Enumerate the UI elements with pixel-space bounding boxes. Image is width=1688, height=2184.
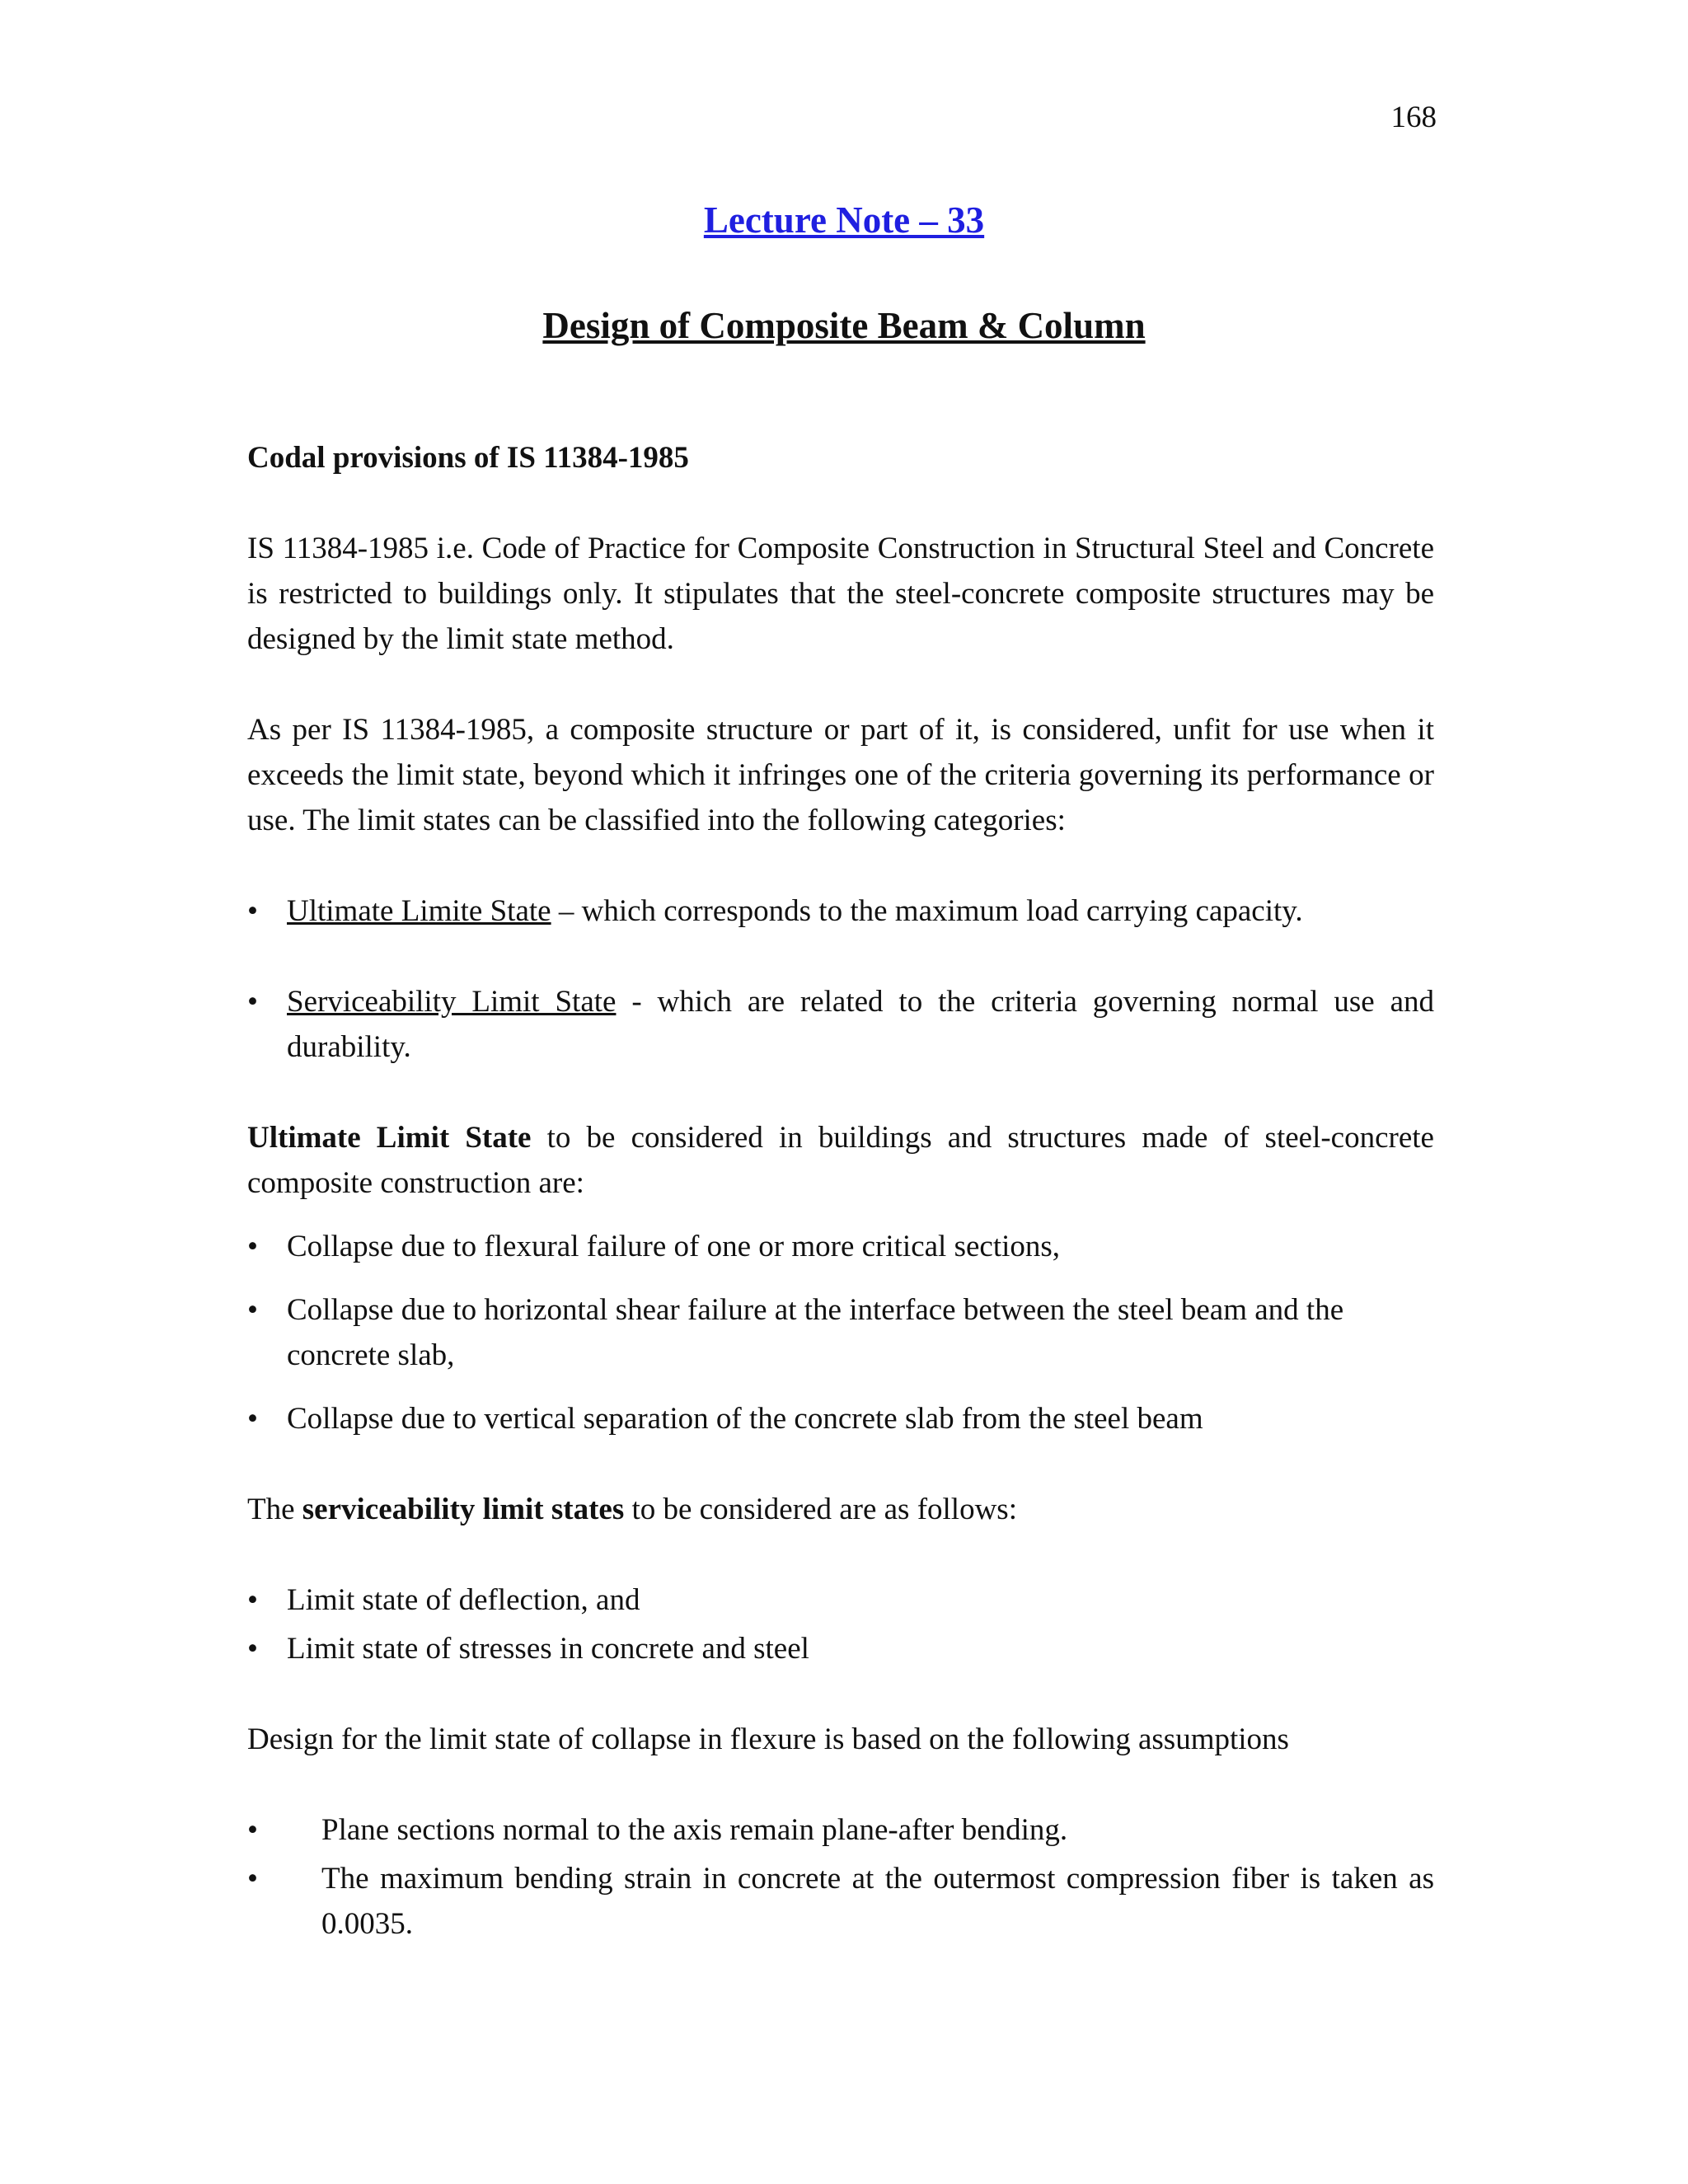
assumptions-list xyxy=(247,1807,1434,1947)
sls-list xyxy=(247,1577,1434,1671)
uls-item-text: Collapse due to vertical separation of the concrete slab from the steel beam xyxy=(287,1402,1203,1436)
lecture-title: Lecture Note – 33 xyxy=(703,199,985,241)
list-item xyxy=(247,1224,1434,1269)
limit-state-categories xyxy=(247,888,1434,1070)
assumption-text: The maximum bending strain in concrete at the outermost compression fiber is taken as 0.0035. xyxy=(321,1862,1434,1941)
uls-list xyxy=(247,1224,1434,1441)
uls-intro-bold: Ultimate Limit State xyxy=(247,1121,532,1155)
uls-intro-rest: to be considered in buildings and structures made of steel-concrete composite construction are: xyxy=(247,1121,1434,1200)
assumption-text: Plane sections normal to the axis remain plane-after bending. xyxy=(321,1813,1068,1847)
body-content xyxy=(247,435,1434,1947)
bullet-icon: • xyxy=(247,985,258,1019)
bullet-icon: • xyxy=(247,1862,258,1896)
page-number: 168 xyxy=(1390,101,1437,134)
sls-item-text: Limit state of deflection, and xyxy=(287,1583,640,1617)
paragraph-code-scope: IS 11384-1985 i.e. Code of Practice for Composite Construction in Structural Steel and Concrete is restricted to buildings only. It stipulates that the steel-concrete composite structures may be designed by the limit state method. xyxy=(247,532,1434,656)
list-item xyxy=(247,1396,1434,1441)
list-item xyxy=(247,1626,1434,1671)
bullet-icon: • xyxy=(247,1813,258,1847)
paragraph-limit-state: As per IS 11384-1985, a composite structure or part of it, is considered, unfit for use when it exceeds the limit state, beyond which it infringes one of the criteria governing its performance or use. The limit states can be classified into the following categories: xyxy=(247,713,1434,837)
category-term: Serviceability Limit State xyxy=(287,985,617,1019)
sls-intro xyxy=(247,1487,1434,1532)
assumptions-intro: Design for the limit state of collapse in flexure is based on the following assumptions xyxy=(247,1722,1289,1756)
list-item xyxy=(247,979,1434,1070)
list-item xyxy=(247,1287,1434,1378)
bullet-icon: • xyxy=(247,1230,258,1263)
sls-intro-pre: The xyxy=(247,1493,302,1526)
category-text: - which are related to the criteria governing normal use and durability. xyxy=(287,985,1434,1064)
category-term: Ultimate Limite State xyxy=(287,894,551,928)
category-text: – which corresponds to the maximum load carrying capacity. xyxy=(551,894,1303,928)
bullet-icon: • xyxy=(247,1583,258,1617)
list-item xyxy=(247,1577,1434,1623)
bullet-icon: • xyxy=(247,1402,258,1436)
bullet-icon: • xyxy=(247,1293,258,1327)
sls-intro-post: to be considered are as follows: xyxy=(624,1493,1017,1526)
uls-intro xyxy=(247,1115,1434,1206)
bullet-icon: • xyxy=(247,1632,258,1666)
main-title: Design of Composite Beam & Column xyxy=(542,305,1146,346)
section-heading: Codal provisions of IS 11384-1985 xyxy=(247,441,689,475)
list-item xyxy=(247,1856,1434,1947)
uls-item-text: Collapse due to horizontal shear failure at the interface between the steel beam and the concrete slab, xyxy=(287,1293,1344,1372)
bullet-icon: • xyxy=(247,894,258,928)
list-item xyxy=(247,1807,1434,1853)
list-item xyxy=(247,888,1434,934)
sls-item-text: Limit state of stresses in concrete and steel xyxy=(287,1632,809,1666)
uls-item-text: Collapse due to flexural failure of one or more critical sections, xyxy=(287,1230,1061,1263)
sls-intro-bold: serviceability limit states xyxy=(302,1493,625,1526)
